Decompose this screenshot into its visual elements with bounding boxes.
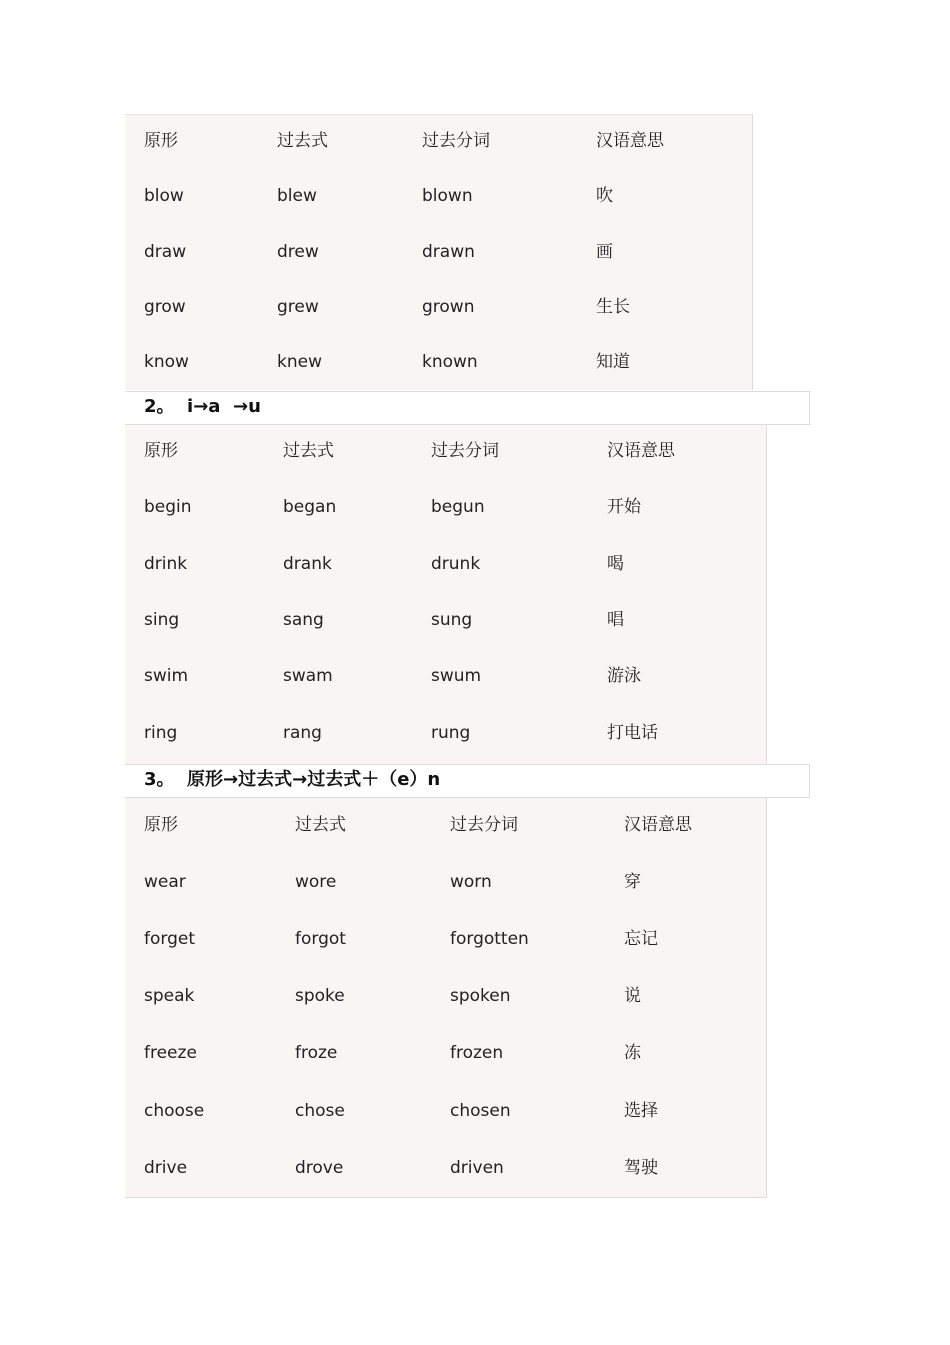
- cell-past-tense: froze: [295, 1043, 338, 1064]
- cell-base-form: grow: [144, 296, 186, 317]
- cell-base-form: draw: [144, 241, 187, 262]
- cell-base-form: freeze: [144, 1043, 197, 1064]
- section-heading-3: [125, 764, 810, 798]
- cell-base-form: sing: [144, 609, 180, 630]
- cell-past-participle: grown: [422, 296, 475, 317]
- cell-past-tense: rang: [283, 722, 322, 743]
- cell-past-participle: forgotten: [450, 929, 529, 950]
- cell-past-participle: drunk: [431, 553, 481, 574]
- cell-chinese-meaning: 打电话: [607, 722, 658, 743]
- cell-chinese-meaning: 开始: [607, 497, 641, 518]
- verb-table-3: [125, 798, 767, 1198]
- cell-chinese-meaning: 生长: [596, 296, 630, 317]
- table-row: [125, 296, 752, 318]
- cell-past-tense: spoke: [295, 986, 345, 1007]
- table-row: [125, 1042, 766, 1064]
- table-row: [125, 928, 766, 950]
- header-past-tense: 过去式: [277, 131, 328, 151]
- cell-base-form: blow: [144, 186, 184, 207]
- table-row: [125, 609, 766, 631]
- table-row: [125, 496, 766, 518]
- cell-past-tense: sang: [283, 609, 324, 630]
- cell-past-tense: swam: [283, 666, 333, 687]
- cell-past-tense: forgot: [295, 929, 346, 950]
- cell-past-tense: chose: [295, 1100, 345, 1121]
- table-row: [125, 185, 752, 207]
- section-heading-text: 2。 i→a →u: [144, 396, 261, 417]
- cell-base-form: drive: [144, 1157, 188, 1178]
- cell-past-participle: rung: [431, 722, 471, 743]
- header-chinese-meaning: 汉语意思: [624, 815, 692, 835]
- header-base-form: 原形: [144, 131, 178, 151]
- table-row: [125, 665, 766, 687]
- cell-past-participle: spoken: [450, 986, 511, 1007]
- header-chinese-meaning: 汉语意思: [607, 441, 675, 461]
- cell-past-participle: swum: [431, 666, 482, 687]
- cell-chinese-meaning: 唱: [607, 609, 624, 630]
- header-past-tense: 过去式: [295, 815, 346, 835]
- table-row: [125, 1100, 766, 1122]
- cell-chinese-meaning: 驾驶: [624, 1157, 658, 1178]
- table-row: [125, 241, 752, 263]
- header-chinese-meaning: 汉语意思: [596, 131, 664, 151]
- cell-past-participle: driven: [450, 1157, 504, 1178]
- cell-past-tense: drank: [283, 553, 332, 574]
- cell-past-participle: worn: [450, 872, 492, 893]
- cell-chinese-meaning: 忘记: [624, 929, 658, 950]
- table-row: [125, 1157, 766, 1179]
- cell-base-form: forget: [144, 929, 195, 950]
- cell-chinese-meaning: 游泳: [607, 666, 641, 687]
- cell-past-participle: drawn: [422, 241, 475, 262]
- cell-past-participle: chosen: [450, 1100, 511, 1121]
- cell-past-participle: begun: [431, 497, 485, 518]
- table-header-row: [125, 130, 752, 152]
- header-past-participle: 过去分词: [422, 131, 490, 151]
- cell-past-participle: frozen: [450, 1043, 504, 1064]
- cell-past-tense: drew: [277, 241, 319, 262]
- cell-past-participle: blown: [422, 186, 473, 207]
- cell-base-form: drink: [144, 553, 188, 574]
- cell-past-tense: blew: [277, 186, 317, 207]
- cell-chinese-meaning: 说: [624, 986, 641, 1007]
- table-header-row: [125, 440, 766, 462]
- cell-base-form: swim: [144, 666, 189, 687]
- cell-chinese-meaning: 冻: [624, 1043, 641, 1064]
- header-past-participle: 过去分词: [450, 815, 518, 835]
- cell-base-form: know: [144, 352, 189, 373]
- verb-table-1: [125, 114, 753, 390]
- section-heading-text: 3。 原形→过去式→过去式＋（e）n: [144, 769, 441, 790]
- table-row: [125, 985, 766, 1007]
- cell-past-tense: drove: [295, 1157, 344, 1178]
- cell-base-form: speak: [144, 986, 195, 1007]
- cell-chinese-meaning: 喝: [607, 553, 624, 574]
- header-past-participle: 过去分词: [431, 441, 499, 461]
- table-row: [125, 722, 766, 744]
- table-header-row: [125, 814, 766, 836]
- cell-chinese-meaning: 穿: [624, 872, 641, 893]
- cell-past-tense: began: [283, 497, 337, 518]
- table-row: [125, 351, 752, 373]
- cell-base-form: wear: [144, 872, 186, 893]
- cell-past-tense: wore: [295, 872, 337, 893]
- header-base-form: 原形: [144, 815, 178, 835]
- table-row: [125, 871, 766, 893]
- cell-past-participle: known: [422, 352, 478, 373]
- verb-table-2: [125, 425, 767, 764]
- header-past-tense: 过去式: [283, 441, 334, 461]
- section-heading-2: [125, 391, 810, 425]
- cell-base-form: ring: [144, 722, 178, 743]
- table-row: [125, 553, 766, 575]
- cell-past-participle: sung: [431, 609, 473, 630]
- cell-chinese-meaning: 知道: [596, 352, 630, 373]
- cell-chinese-meaning: 选择: [624, 1100, 658, 1121]
- cell-base-form: begin: [144, 497, 192, 518]
- cell-past-tense: knew: [277, 352, 322, 373]
- header-base-form: 原形: [144, 441, 178, 461]
- cell-chinese-meaning: 画: [596, 241, 613, 262]
- cell-past-tense: grew: [277, 296, 319, 317]
- cell-chinese-meaning: 吹: [596, 186, 613, 207]
- cell-base-form: choose: [144, 1100, 205, 1121]
